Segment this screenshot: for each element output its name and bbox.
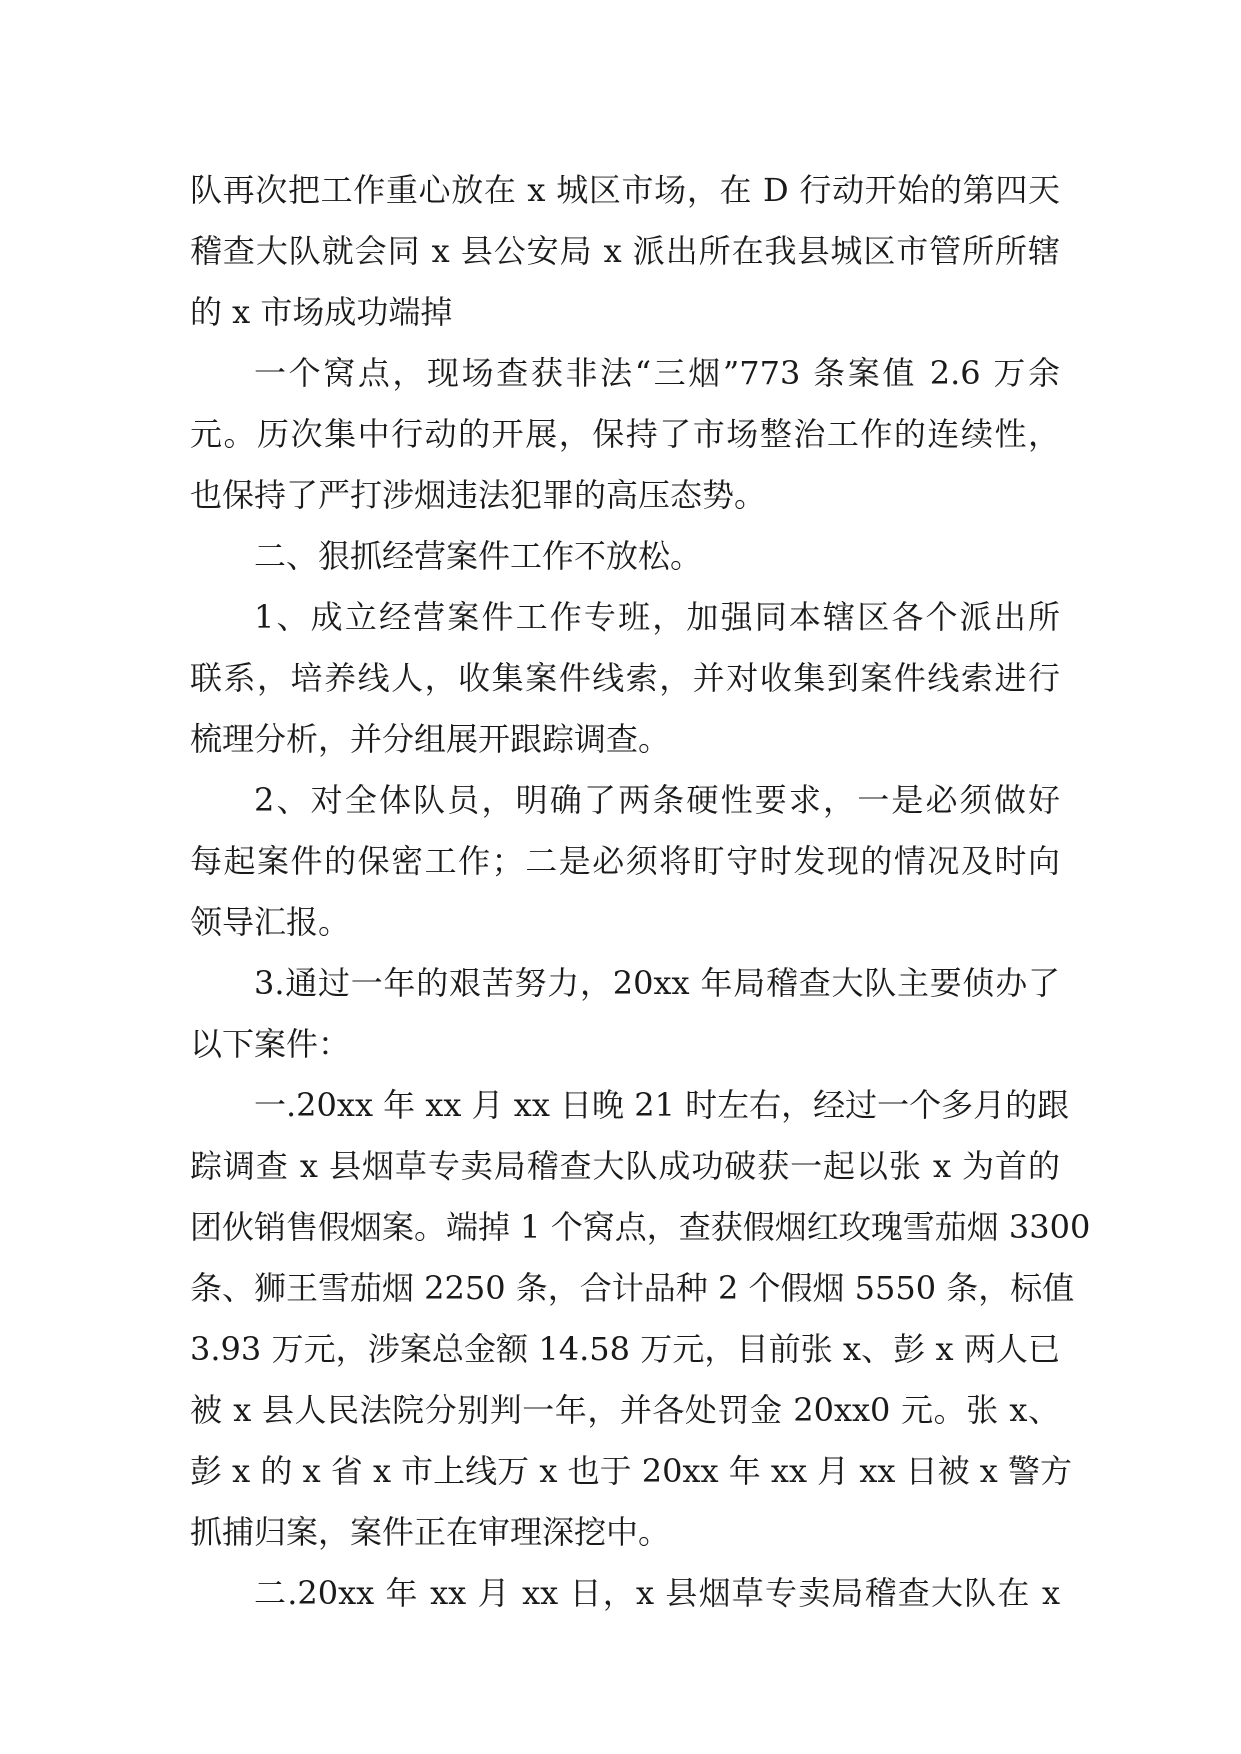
document-page (190, 160, 1091, 1624)
text-line: 稽查大队就会同 x 县公安局 x 派出所在我县城区市管所所辖 (190, 232, 1060, 270)
text-line: 3.93 万元，涉案总金额 14.58 万元，目前张 x、彭 x 两人已 (190, 1330, 1060, 1368)
text-line: 二.20xx 年 xx 月 xx 日，x 县烟草专卖局稽查大队在 x (254, 1574, 1060, 1612)
text-line: 以下案件： (190, 1025, 351, 1063)
text-line: 领导汇报。 (190, 903, 351, 941)
text-line: 每起案件的保密工作；二是必须将盯守时发现的情况及时向 (190, 842, 1060, 880)
text-line: 一.20xx 年 xx 月 xx 日晚 21 时左右，经过一个多月的跟 (254, 1086, 1070, 1124)
text-line: 梳理分析，并分组展开跟踪调查。 (190, 720, 671, 758)
text-line: 的 x 市场成功端掉 (190, 293, 453, 331)
text-line: 抓捕归案，案件正在审理深挖中。 (190, 1513, 671, 1551)
text-line: 元。历次集中行动的开展，保持了市场整治工作的连续性， (190, 415, 1060, 453)
text-line: 被 x 县人民法院分别判一年，并各处罚金 20xx0 元。张 x、 (190, 1391, 1060, 1429)
text-line: 条、狮王雪茄烟 2250 条，合计品种 2 个假烟 5550 条，标值 (190, 1269, 1075, 1307)
text-line: 一个窝点，现场查获非法“三烟”773 条案值 2.6 万余 (254, 354, 1060, 392)
text-line: 团伙销售假烟案。端掉 1 个窝点，查获假烟红玫瑰雪茄烟 3300 (190, 1208, 1091, 1246)
text-line: 踪调查 x 县烟草专卖局稽查大队成功破获一起以张 x 为首的 (190, 1147, 1060, 1185)
text-line: 彭 x 的 x 省 x 市上线万 x 也于 20xx 年 xx 月 xx 日被 x 警方 (190, 1452, 1072, 1490)
text-line: 也保持了严打涉烟违法犯罪的高压态势。 (190, 476, 767, 514)
text-line: 队再次把工作重心放在 x 城区市场，在 D 行动开始的第四天 (190, 171, 1060, 209)
text-line: 联系，培养线人，收集案件线索，并对收集到案件线索进行 (190, 659, 1060, 697)
text-line: 1、成立经营案件工作专班，加强同本辖区各个派出所 (254, 598, 1060, 636)
text-line: 3.通过一年的艰苦努力，20xx 年局稽查大队主要侦办了 (254, 964, 1060, 1002)
text-line: 2、对全体队员，明确了两条硬性要求，一是必须做好 (254, 781, 1060, 819)
section-heading: 二、狠抓经营案件工作不放松。 (254, 537, 703, 575)
